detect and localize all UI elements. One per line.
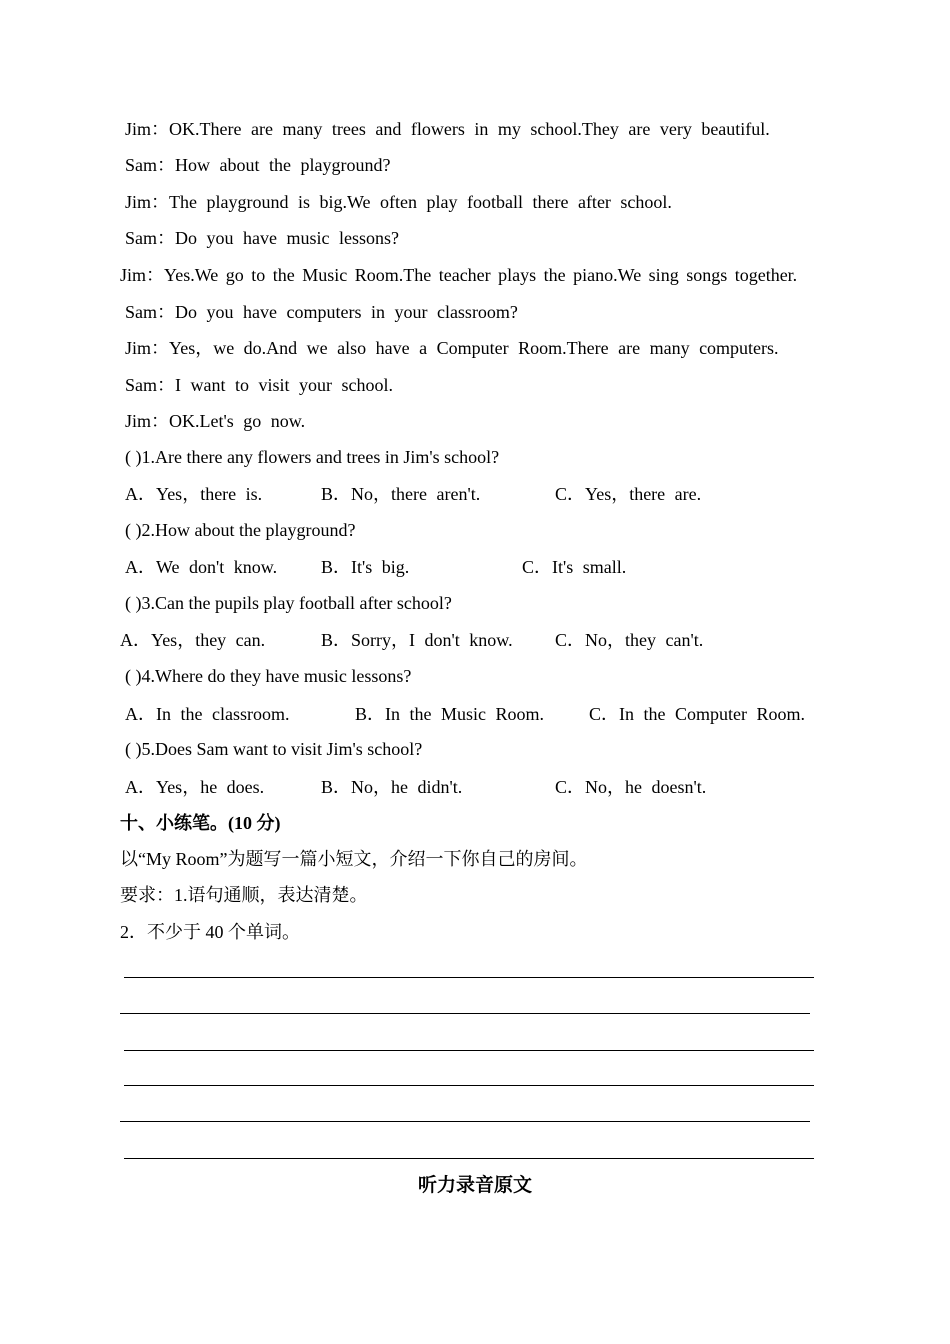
question-2-option-c[interactable]: C．It's small. [522,557,627,577]
question-4-option-b[interactable]: B．In the Music Room. [355,704,544,724]
question-3-option-c[interactable]: C．No，they can't. [555,630,704,650]
writing-requirement-1: 要求：1.语句通顺，表达清楚。 [120,885,368,905]
listening-transcript-title: 听力录音原文 [417,1175,532,1196]
question-3-stem: ( )3.Can the pupils play football after school? [125,593,452,613]
question-2-stem: ( )2.How about the playground? [125,520,356,540]
question-1-option-b[interactable]: B．No，there aren't. [321,484,481,504]
question-1-option-a[interactable]: A．Yes，there is. [125,484,263,504]
question-5-option-a[interactable]: A．Yes，he does. [125,777,265,797]
question-5-option-c[interactable]: C．No，he doesn't. [555,777,707,797]
answer-line-4[interactable] [124,1085,814,1086]
dialogue-line-7: Jim：Yes，we do.And we also have a Computer Room.There are many computers. [125,338,779,358]
writing-requirement-2: 2．不少于 40 个单词。 [120,922,300,942]
answer-line-2[interactable] [120,1013,810,1014]
question-2-option-b[interactable]: B．It's big. [321,557,410,577]
answer-line-5[interactable] [120,1121,810,1122]
question-1-option-c[interactable]: C．Yes，there are. [555,484,702,504]
writing-prompt: 以“My Room”为题写一篇小短文，介绍一下你自己的房间。 [120,849,588,869]
question-4-stem: ( )4.Where do they have music lessons? [125,666,412,686]
question-5-option-b[interactable]: B．No，he didn't. [321,777,463,797]
question-3-option-b[interactable]: B．Sorry，I don't know. [321,630,513,650]
dialogue-line-9: Jim：OK.Let's go now. [125,411,306,431]
dialogue-line-2: Sam：How about the playground? [125,155,391,175]
dialogue-line-6: Sam：Do you have computers in your classroom? [125,302,518,322]
question-5-stem: ( )5.Does Sam want to visit Jim's school? [125,739,423,759]
question-2-option-a[interactable]: A．We don't know. [125,557,278,577]
dialogue-line-5: Jim：Yes.We go to the Music Room.The teacher plays the piano.We sing songs together. [120,265,798,285]
answer-line-1[interactable] [124,977,814,978]
dialogue-line-1: Jim：OK.There are many trees and flowers in my school.They are very beautiful. [125,119,770,139]
writing-heading: 十、小练笔。(10 分) [120,813,281,833]
answer-line-6[interactable] [124,1158,814,1159]
question-4-option-a[interactable]: A．In the classroom. [125,704,290,724]
dialogue-line-3: Jim：The playground is big.We often play football there after school. [125,192,672,212]
answer-line-3[interactable] [124,1050,814,1051]
dialogue-line-4: Sam：Do you have music lessons? [125,228,399,248]
question-3-option-a[interactable]: A．Yes，they can. [120,630,266,650]
dialogue-line-8: Sam：I want to visit your school. [125,375,393,395]
question-4-option-c[interactable]: C．In the Computer Room. [589,704,805,724]
question-1-stem: ( )1.Are there any flowers and trees in Jim's school? [125,447,500,467]
